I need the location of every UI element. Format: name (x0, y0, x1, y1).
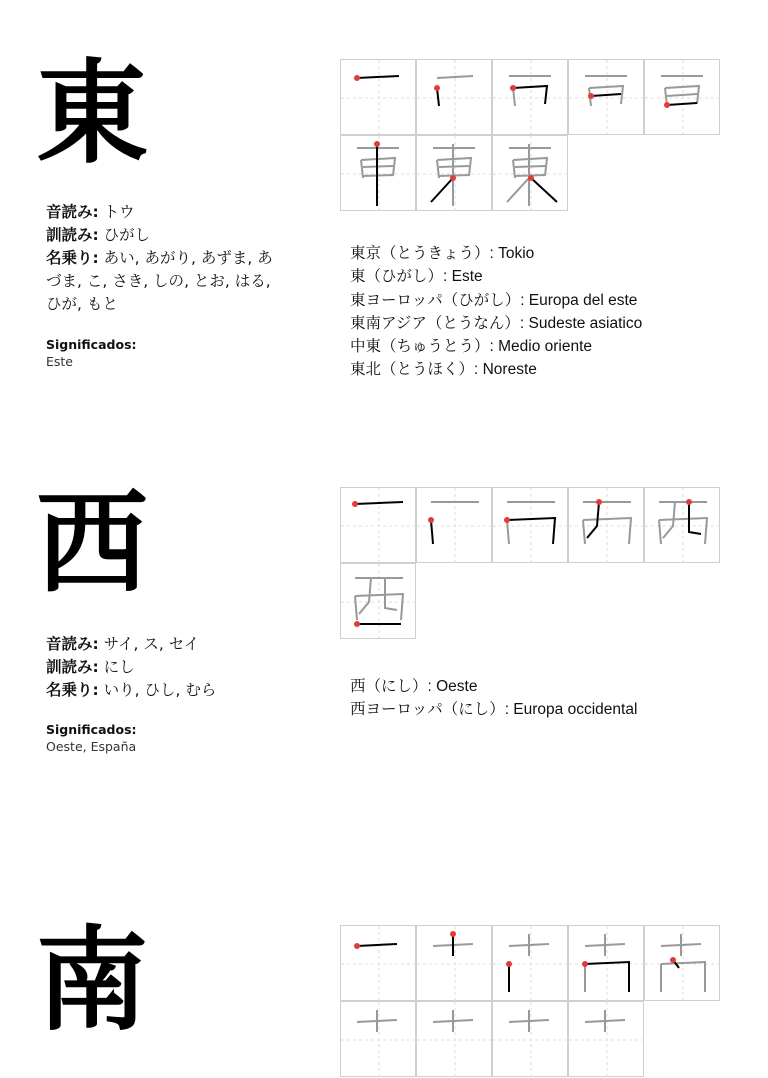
meanings-block (46, 721, 137, 755)
stroke-diagram (417, 136, 493, 212)
stroke-step (568, 487, 644, 563)
stroke-diagram (645, 488, 721, 564)
kunyomi-label: 訓読み: (46, 658, 99, 676)
stroke-step (492, 487, 568, 563)
stroke-step (492, 59, 568, 135)
kunyomi-value: ひがし (98, 226, 151, 244)
stroke-diagram (341, 136, 417, 212)
vocab-item: 東京（とうきょう）: Tokio (350, 245, 535, 262)
stroke-diagram (417, 488, 493, 564)
stroke-diagram (341, 1002, 417, 1078)
stroke-diagram (493, 488, 569, 564)
meanings-value: Este (46, 354, 74, 369)
stroke-step (644, 925, 720, 1001)
meanings-block (46, 336, 137, 370)
stroke-step (416, 487, 492, 563)
stroke-step (492, 1001, 568, 1077)
stroke-diagram (569, 926, 645, 1002)
stroke-step (492, 135, 568, 211)
nanori-value: あい, あがり, あずま, あづま, こ, さき, しの, とお, はる, ひが, もと (46, 249, 273, 313)
vocab-item: 東南アジア（とうなん）: Sudeste asiatico (350, 314, 643, 332)
stroke-diagram (417, 1002, 493, 1078)
meanings-label: Significados: (46, 722, 137, 737)
stroke-step (644, 487, 720, 563)
nanori-label: 名乗り: (46, 249, 99, 267)
vocab-item: 中東（ちゅうとう）: Medio oriente (350, 338, 593, 356)
stroke-step (340, 487, 416, 563)
vocab-item: 東北（とうほく）: Noreste (350, 361, 537, 379)
vocabulary-list (350, 242, 642, 382)
stroke-diagram (417, 60, 493, 136)
stroke-step (644, 59, 720, 135)
stroke-diagram (341, 926, 417, 1002)
readings-block (46, 201, 286, 316)
stroke-diagram (341, 60, 417, 136)
stroke-diagram (569, 488, 645, 564)
stroke-diagram (417, 926, 493, 1002)
stroke-step (416, 925, 492, 1001)
vocab-item: 西（にし）: Oeste (350, 678, 478, 695)
stroke-diagram (493, 60, 569, 136)
stroke-diagram (341, 564, 417, 640)
readings-block (46, 633, 286, 702)
onyomi-label: 音読み: (46, 203, 99, 221)
kanji-character: 東 (36, 49, 148, 179)
kanji-character: 西 (36, 479, 148, 609)
onyomi-label: 音読み: (46, 635, 99, 653)
stroke-diagram (493, 136, 569, 212)
stroke-diagram (569, 1002, 645, 1078)
stroke-step (568, 925, 644, 1001)
stroke-step (568, 1001, 644, 1077)
vocab-item: 東ヨーロッパ（ひがし）: Europa del este (350, 291, 638, 309)
kunyomi-label: 訓読み: (46, 226, 99, 244)
stroke-diagram (341, 488, 417, 564)
stroke-step (340, 135, 416, 211)
vocab-item: 東（ひがし）: Este (350, 268, 483, 286)
stroke-step (416, 1001, 492, 1077)
kanji-character: 南 (36, 916, 148, 1046)
meanings-value: Oeste, España (46, 739, 137, 754)
meanings-label: Significados: (46, 337, 137, 352)
vocab-item: 西ヨーロッパ（にし）: Europa occidental (350, 701, 638, 719)
stroke-step (340, 59, 416, 135)
kunyomi-value: にし (98, 658, 135, 676)
vocabulary-list (350, 675, 637, 722)
stroke-step (416, 59, 492, 135)
stroke-step (340, 1001, 416, 1077)
stroke-diagram (645, 926, 721, 1002)
onyomi-value: トウ (98, 203, 135, 221)
stroke-diagram (645, 60, 721, 136)
stroke-step (340, 563, 416, 639)
stroke-step (492, 925, 568, 1001)
stroke-diagram (493, 926, 569, 1002)
nanori-label: 名乗り: (46, 681, 99, 699)
stroke-step (568, 59, 644, 135)
stroke-step (416, 135, 492, 211)
stroke-diagram (493, 1002, 569, 1078)
stroke-step (340, 925, 416, 1001)
onyomi-value: サイ, ス, セイ (98, 635, 200, 653)
nanori-value: いり, ひし, むら (98, 681, 217, 699)
stroke-diagram (569, 60, 645, 136)
